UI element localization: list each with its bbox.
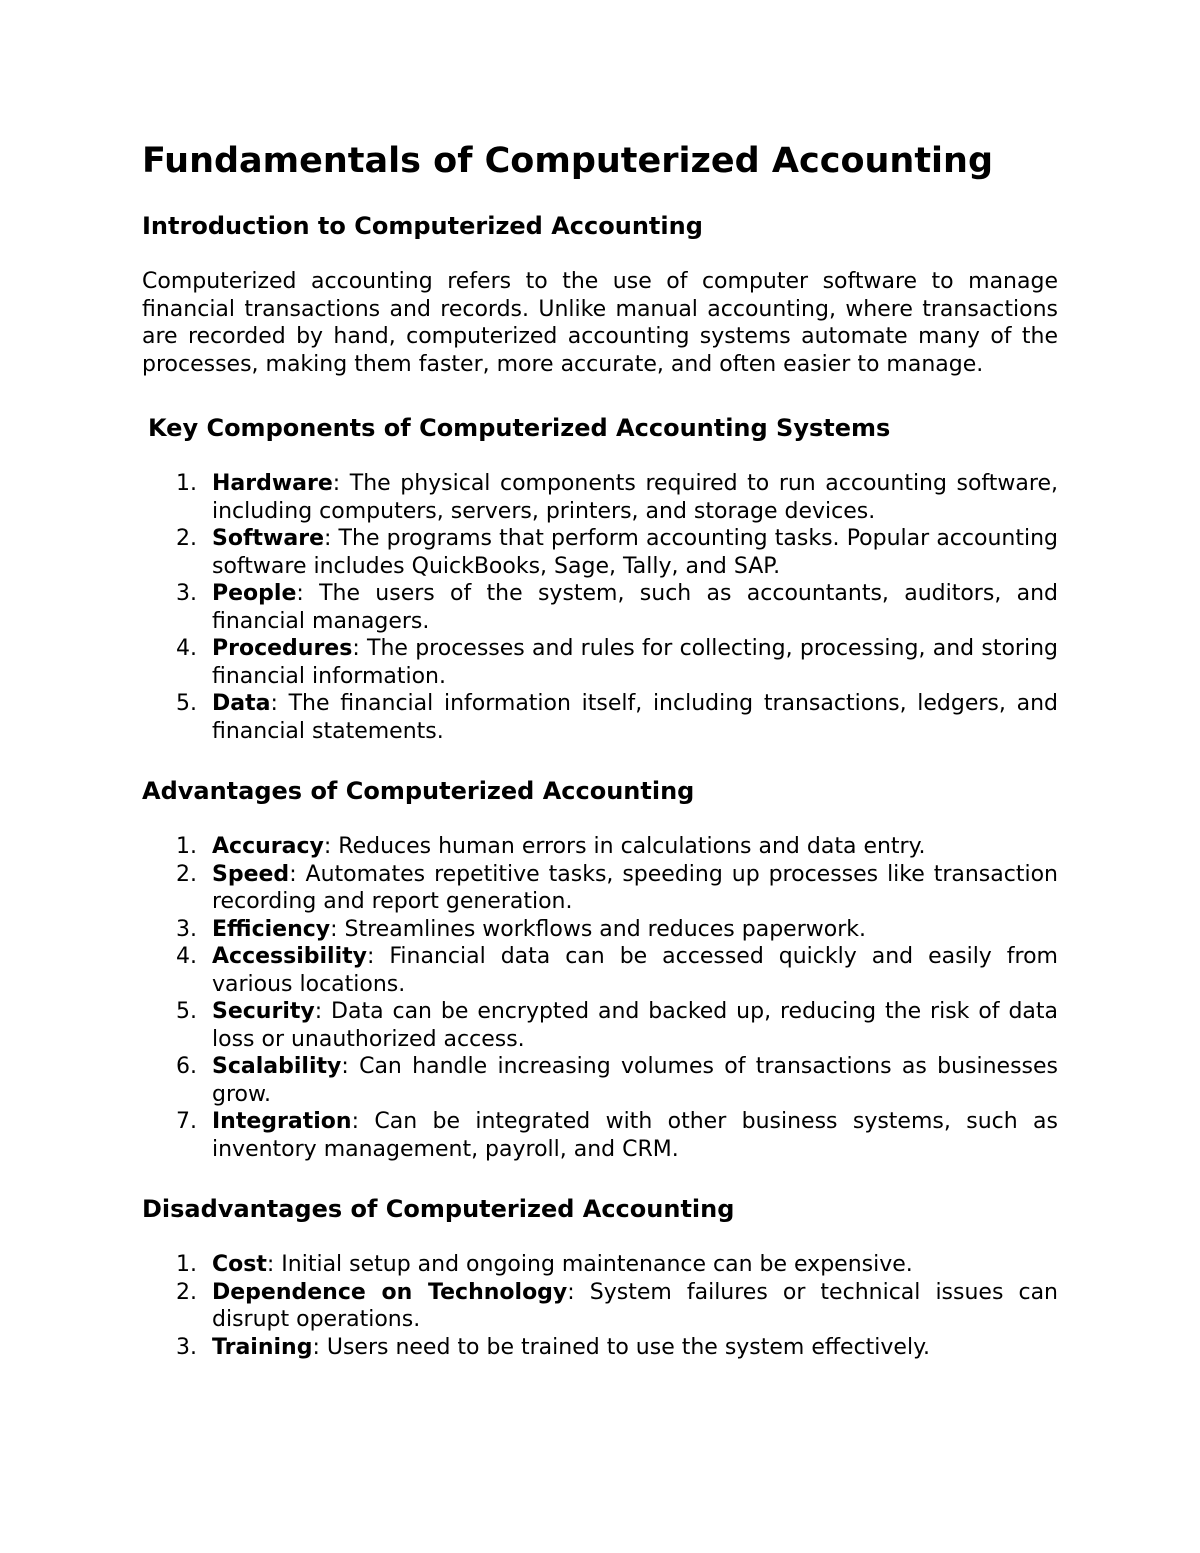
advantages-heading: Advantages of Computerized Accounting [142, 777, 695, 805]
list-item [142, 943, 1058, 998]
disadvantages-heading: Disadvantages of Computerized Accounting [142, 1195, 735, 1223]
list-description: : The users of the system, such as accountants, auditors, and financial managers. [212, 581, 1058, 634]
list-description: : Can be integrated with other business systems, such as inventory management, payroll, and CRM. [212, 1109, 1058, 1162]
list-item [142, 861, 1058, 916]
list-description: : The programs that perform accounting tasks. Popular accounting software includes QuickBooks, Sage, Tally, and SAP. [212, 526, 1058, 579]
list-number: 5. [176, 999, 197, 1024]
list-item [142, 635, 1058, 690]
list-number: 7. [176, 1109, 197, 1134]
list-number: 2. [176, 1279, 197, 1305]
components-heading: Key Components of Computerized Accounting Systems [148, 414, 891, 442]
list-description: : Can handle increasing volumes of transactions as businesses grow. [212, 1054, 1058, 1107]
list-description: : Automates repetitive tasks, speeding up processes like transaction recording and report generation. [212, 861, 1058, 914]
list-term: Accuracy [212, 834, 324, 859]
list-description: : System failures or technical issues can disrupt operations. [212, 1279, 1059, 1332]
list-item [142, 470, 1058, 525]
list-item [142, 1053, 1058, 1108]
list-term: Data [212, 691, 271, 716]
disadvantages-list [142, 1251, 1058, 1361]
intro-heading: Introduction to Computerized Accounting [142, 212, 703, 240]
list-term: Procedures [212, 636, 353, 661]
list-description: : The physical components required to run accounting software, including computers, servers, printers, and storage devices. [212, 471, 1058, 524]
list-description: : Reduces human errors in calculations and data entry. [323, 834, 926, 859]
list-description: : The financial information itself, including transactions, ledgers, and financial statements. [212, 691, 1058, 744]
list-item [142, 690, 1058, 745]
list-number: 6. [176, 1054, 197, 1079]
list-term: Integration [212, 1109, 352, 1134]
list-item [142, 1334, 1058, 1362]
list-term: Cost [212, 1252, 267, 1277]
list-number: 1. [176, 834, 197, 859]
components-list [142, 470, 1058, 745]
list-item [142, 1251, 1058, 1279]
list-number: 3. [176, 581, 197, 606]
list-term: Speed [212, 861, 290, 887]
list-description: : The processes and rules for collecting, processing, and storing financial information. [212, 636, 1058, 689]
list-number: 4. [176, 944, 197, 969]
list-description: : Users need to be trained to use the system effectively. [312, 1334, 930, 1360]
list-number: 1. [176, 471, 197, 496]
list-description: : Initial setup and ongoing maintenance can be expensive. [266, 1252, 913, 1277]
list-item [142, 998, 1058, 1053]
list-item [142, 833, 1058, 861]
list-number: 2. [176, 526, 197, 551]
list-number: 3. [176, 916, 197, 942]
list-term: Security [212, 999, 315, 1024]
list-item [142, 1279, 1058, 1334]
list-description: : Financial data can be accessed quickly and easily from various locations. [212, 944, 1058, 997]
list-number: 2. [176, 861, 197, 887]
document-title: Fundamentals of Computerized Accounting [142, 141, 994, 181]
advantages-list [142, 833, 1058, 1163]
list-number: 1. [176, 1252, 197, 1277]
list-term: Accessibility [212, 944, 367, 969]
intro-paragraph: Computerized accounting refers to the use of computer software to manage financial transactions and records. Unlike manual accounting, where transactions are recorded by hand, computerized accounting systems automate many of the processes, making them faster, more accurate, and often easier to manage. [142, 269, 1058, 377]
list-item [142, 916, 1058, 944]
list-item [142, 525, 1058, 580]
list-number: 5. [176, 691, 197, 716]
list-term: Efficiency [212, 916, 331, 942]
list-term: People [212, 581, 297, 606]
list-term: Training [212, 1334, 313, 1360]
list-item [142, 580, 1058, 635]
list-number: 3. [176, 1334, 197, 1360]
list-item [142, 1108, 1058, 1163]
list-term: Software [212, 526, 324, 551]
list-term: Dependence on Technology [212, 1279, 568, 1305]
list-term: Scalability [212, 1054, 342, 1079]
list-description: : Data can be encrypted and backed up, reducing the risk of data loss or unauthorized access. [212, 999, 1058, 1052]
list-description: : Streamlines workflows and reduces paperwork. [330, 916, 866, 942]
list-number: 4. [176, 636, 197, 661]
list-term: Hardware [212, 471, 333, 496]
